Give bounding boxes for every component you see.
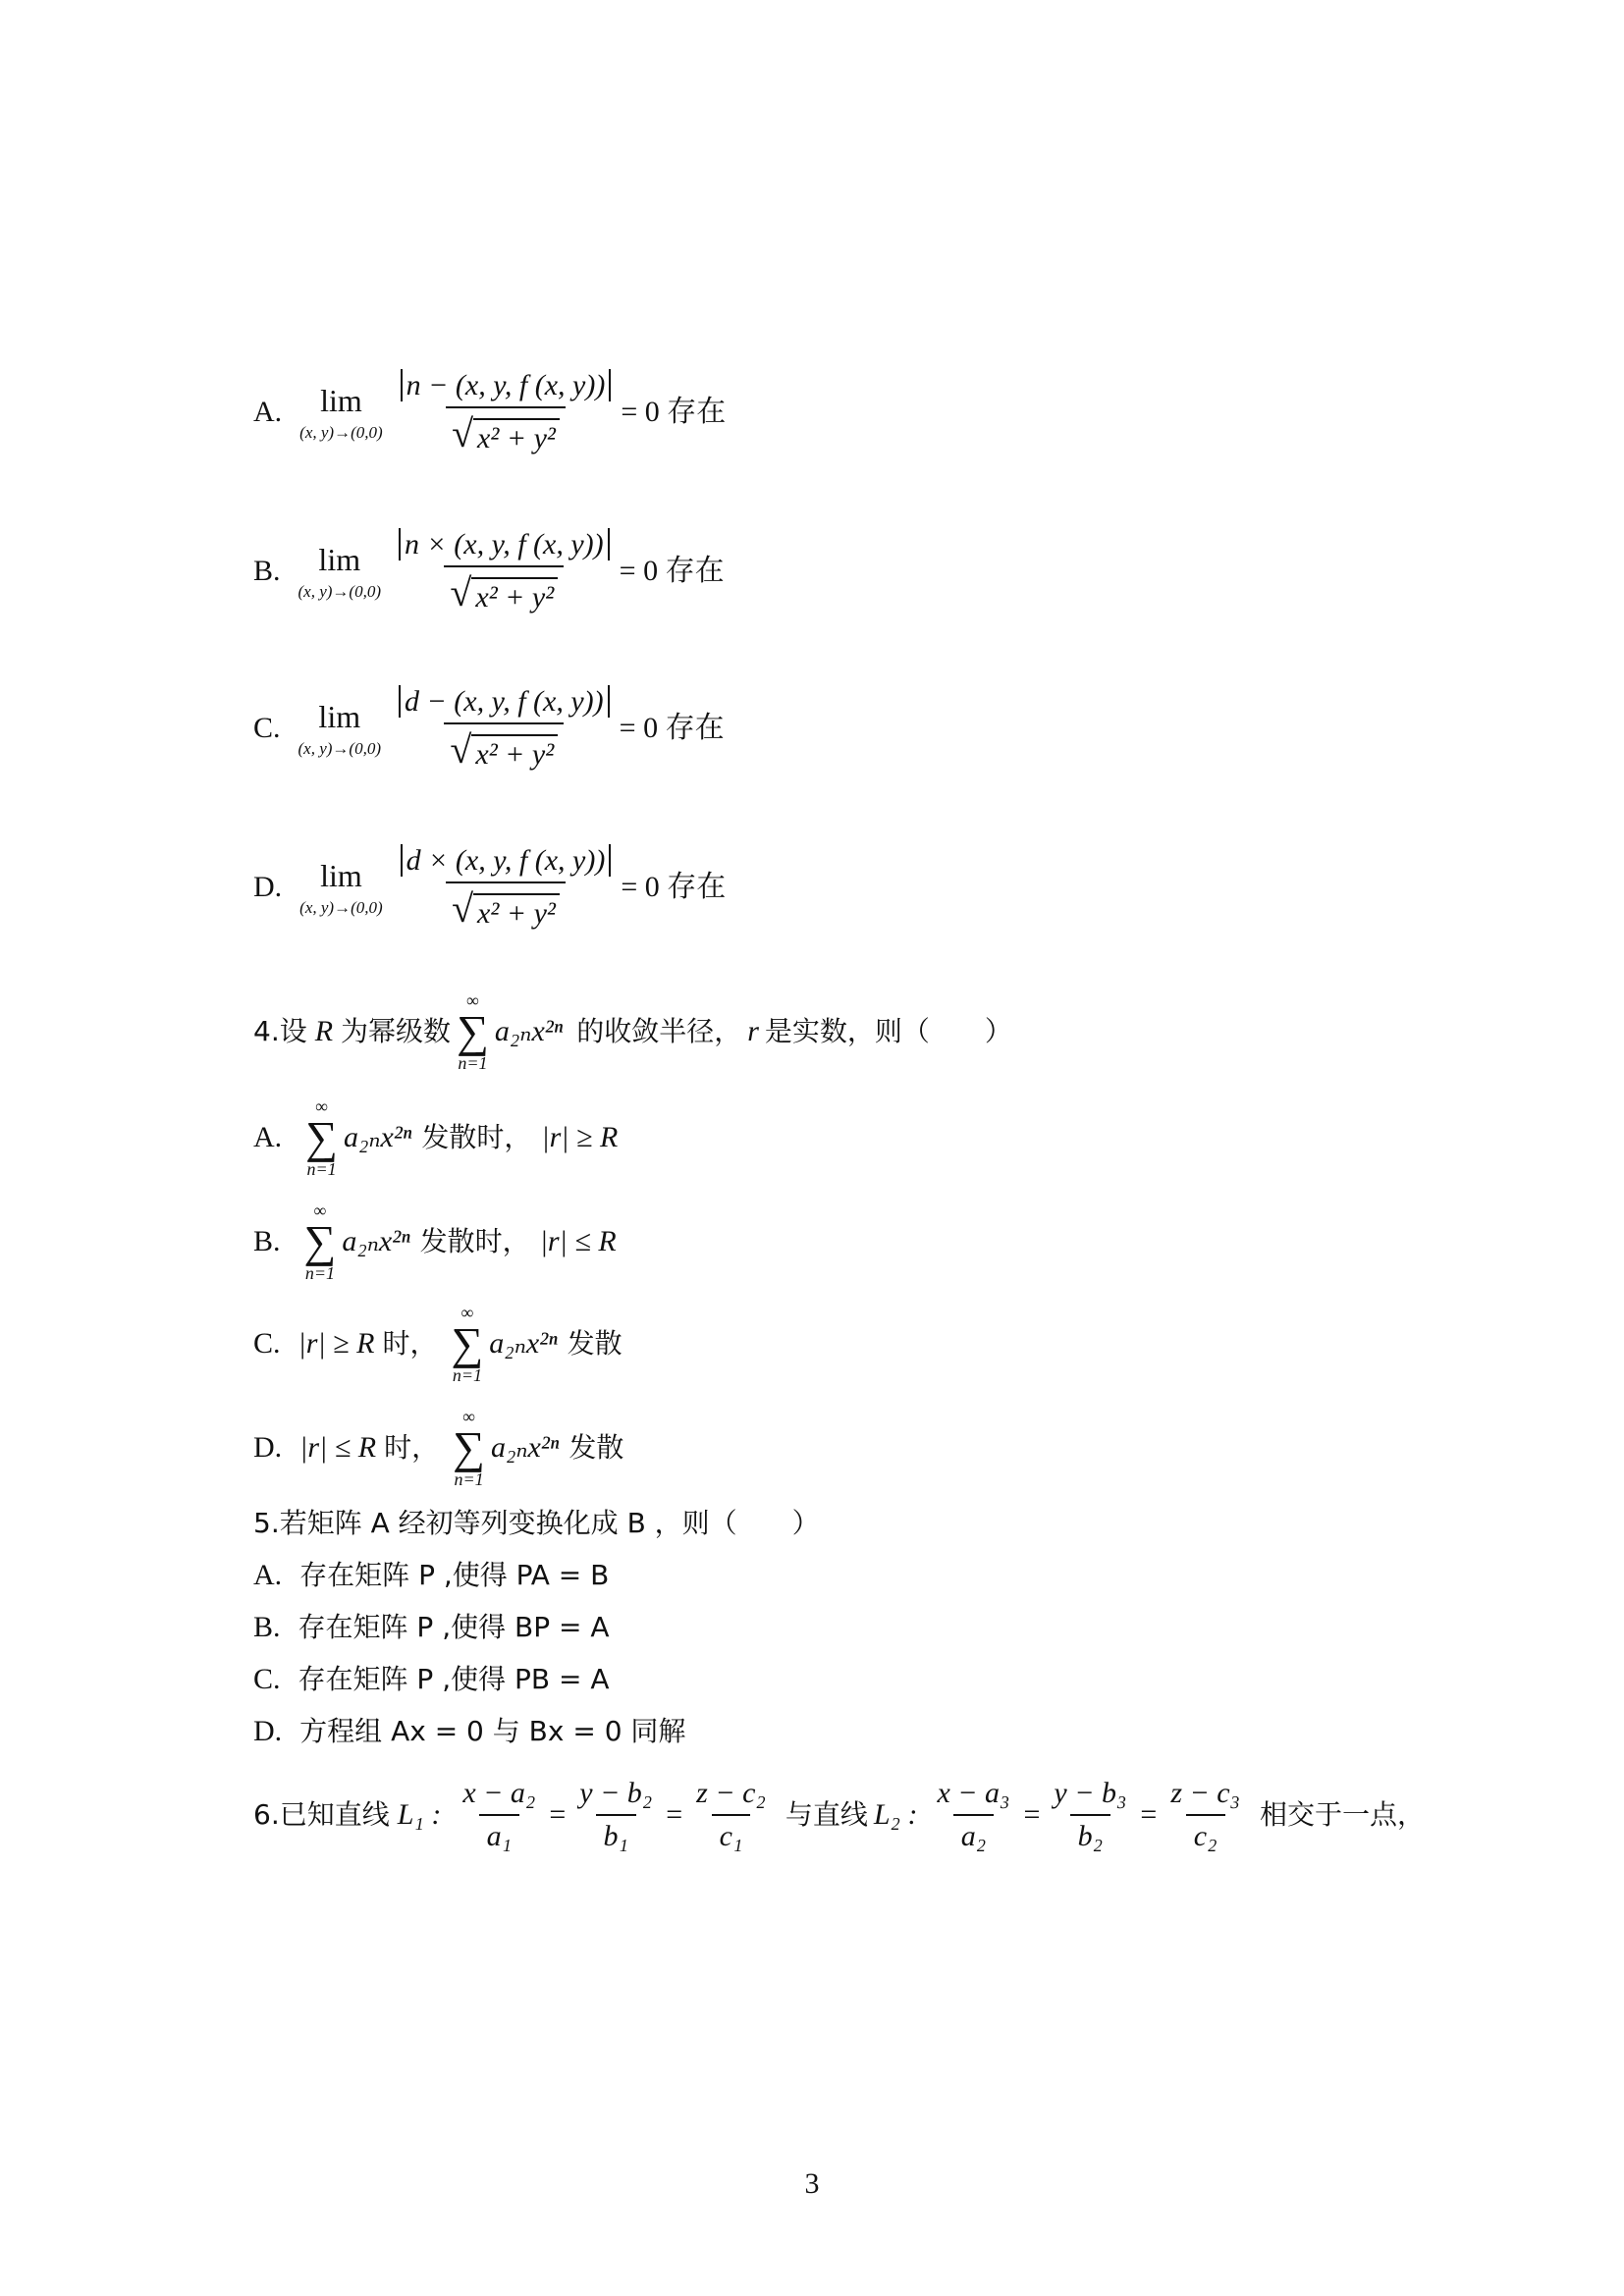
denominator: x² + y² xyxy=(473,893,560,929)
series-term: a₂ₙx²ⁿ xyxy=(342,1225,410,1257)
limit-option-a xyxy=(253,371,726,454)
option-label: C. xyxy=(253,712,281,744)
lim-word: lim xyxy=(320,857,362,893)
limit-fraction: n × (x, y, f (x, y)) √ x² + y² xyxy=(395,530,614,613)
q4-option-d xyxy=(253,1408,623,1488)
question-5-stem: 5.若矩阵 A 经初等列变换化成 B ，则（ ） xyxy=(253,1507,820,1539)
line-L1: L₁ : xyxy=(397,1798,442,1831)
lim-subscript: (x, y)→(0,0) xyxy=(298,581,382,601)
option-label: A. xyxy=(253,396,283,428)
option-text: 存在矩阵 P ,使得 PB = A xyxy=(298,1663,610,1695)
frac-den: c₂ xyxy=(1186,1814,1225,1851)
sum-lower: n=1 xyxy=(454,1469,484,1489)
summation: ∞ ∑ n=1 xyxy=(305,1096,338,1179)
lim-subscript: (x, y)→(0,0) xyxy=(299,422,383,442)
summation: ∞ ∑ n=1 xyxy=(453,1407,485,1489)
q4-option-a xyxy=(253,1097,618,1178)
frac-den: b₁ xyxy=(596,1814,636,1851)
sum-lower: n=1 xyxy=(458,1053,488,1073)
option-text-2: 发散 xyxy=(568,1431,624,1464)
lim-subscript: (x, y)→(0,0) xyxy=(298,738,382,758)
option-label: D. xyxy=(253,1715,283,1747)
lim-operator xyxy=(299,382,383,442)
option-text: 存在矩阵 P ,使得 BP = A xyxy=(298,1611,610,1643)
summation: ∞ ∑ n=1 xyxy=(303,1201,337,1283)
lim-word: lim xyxy=(320,382,362,418)
limit-tail: = 0 存在 xyxy=(619,555,725,587)
option-label: B. xyxy=(253,1225,281,1257)
option-text: 方程组 Ax = 0 与 Bx = 0 同解 xyxy=(299,1715,686,1747)
summation: ∞ ∑ n=1 xyxy=(457,990,489,1073)
option-text: 存在矩阵 P ,使得 PA = B xyxy=(299,1559,610,1591)
frac-num: z − c₃ xyxy=(1170,1777,1240,1809)
equals: = xyxy=(549,1798,567,1831)
condition: |r| ≥ R xyxy=(298,1327,375,1360)
equals: = xyxy=(1023,1798,1041,1831)
equals: = xyxy=(1140,1798,1158,1831)
sum-lower: n=1 xyxy=(452,1365,482,1385)
option-label: D. xyxy=(253,1431,283,1464)
option-text-2: 发散 xyxy=(567,1327,623,1360)
lim-operator xyxy=(298,698,382,758)
sum-upper: ∞ xyxy=(466,990,479,1010)
q4-end: 是实数，则（ ） xyxy=(764,1015,1012,1047)
series-term: a₂ₙx²ⁿ xyxy=(494,1015,564,1047)
option-text: 时， xyxy=(384,1431,440,1464)
q4-R: R xyxy=(314,1015,334,1047)
series-term: a₂ₙx²ⁿ xyxy=(343,1121,412,1153)
q5-option-d xyxy=(253,1717,685,1746)
frac-num: z − c₂ xyxy=(696,1777,766,1809)
q4-mid: 为幂级数 xyxy=(341,1015,452,1047)
q6-mid: 与直线 xyxy=(785,1798,868,1831)
numerator: n × (x, y, f (x, y)) xyxy=(399,528,610,561)
q6-prefix: 6.已知直线 xyxy=(253,1798,390,1831)
frac-den: c₁ xyxy=(712,1814,751,1851)
option-label: D. xyxy=(253,871,283,903)
lim-operator xyxy=(298,541,382,601)
limit-fraction: d − (x, y, f (x, y)) √ x² + y² xyxy=(395,687,614,770)
equals: = xyxy=(666,1798,683,1831)
page-number: 3 xyxy=(804,2167,820,2200)
line-L2: L₂ : xyxy=(873,1798,918,1831)
limit-option-c xyxy=(253,687,725,770)
fraction xyxy=(1046,1779,1134,1851)
q4-r: r xyxy=(747,1015,759,1047)
denominator: x² + y² xyxy=(471,577,558,613)
q4-after: 的收敛半径， xyxy=(576,1015,742,1047)
q5-option-a xyxy=(253,1561,609,1590)
q5-option-c xyxy=(253,1665,610,1694)
option-label: B. xyxy=(253,555,281,587)
limit-fraction: d × (x, y, f (x, y)) √ x² + y² xyxy=(397,846,616,929)
option-label: C. xyxy=(253,1327,281,1360)
sum-upper: ∞ xyxy=(462,1407,475,1426)
series-term: a₂ₙx²ⁿ xyxy=(490,1431,560,1464)
sum-upper: ∞ xyxy=(315,1096,328,1116)
frac-den: a₁ xyxy=(479,1814,519,1851)
option-label: C. xyxy=(253,1663,281,1695)
frac-num: y − b₂ xyxy=(579,1777,653,1809)
sum-lower: n=1 xyxy=(304,1263,335,1283)
numerator: n − (x, y, f (x, y)) xyxy=(401,369,612,401)
option-text: 时， xyxy=(382,1327,438,1360)
frac-num: x − a₂ xyxy=(462,1777,536,1809)
q5-option-b xyxy=(253,1613,610,1642)
numerator: d × (x, y, f (x, y)) xyxy=(401,844,612,877)
lim-subscript: (x, y)→(0,0) xyxy=(299,897,383,917)
fraction xyxy=(1163,1779,1248,1851)
limit-tail: = 0 存在 xyxy=(619,712,725,744)
lim-word: lim xyxy=(318,698,361,734)
lim-word: lim xyxy=(318,541,361,577)
question-4-stem xyxy=(253,991,1012,1072)
option-text: 发散时， xyxy=(421,1121,532,1153)
frac-den: a₂ xyxy=(953,1814,994,1851)
q6-end: 相交于一点， xyxy=(1259,1798,1425,1831)
numerator: d − (x, y, f (x, y)) xyxy=(399,685,610,718)
option-text: 发散时， xyxy=(419,1225,530,1257)
denominator: x² + y² xyxy=(473,418,560,454)
limit-option-b xyxy=(253,530,725,613)
summation: ∞ ∑ n=1 xyxy=(451,1303,484,1385)
option-label: B. xyxy=(253,1611,281,1643)
condition: |r| ≤ R xyxy=(299,1431,377,1464)
sum-upper: ∞ xyxy=(313,1201,327,1220)
fraction xyxy=(688,1779,774,1851)
frac-num: x − a₃ xyxy=(937,1777,1010,1809)
q4-prefix: 4.设 xyxy=(253,1015,307,1047)
series-term: a₂ₙx²ⁿ xyxy=(489,1327,558,1360)
limit-fraction: n − (x, y, f (x, y)) √ x² + y² xyxy=(397,371,616,454)
denominator: x² + y² xyxy=(471,734,558,770)
sum-lower: n=1 xyxy=(306,1159,337,1179)
option-label: A. xyxy=(253,1121,283,1153)
option-label: A. xyxy=(253,1559,283,1591)
question-6-stem xyxy=(253,1779,1425,1851)
fraction xyxy=(455,1779,543,1851)
q4-option-c xyxy=(253,1304,623,1384)
fraction xyxy=(571,1779,660,1851)
lim-operator xyxy=(299,857,383,917)
q4-option-b xyxy=(253,1201,617,1282)
condition: |r| ≥ R xyxy=(541,1121,619,1153)
fraction xyxy=(929,1779,1017,1851)
frac-den: b₂ xyxy=(1070,1814,1110,1851)
limit-tail: = 0 存在 xyxy=(621,396,727,428)
limit-tail: = 0 存在 xyxy=(621,871,727,903)
frac-num: y − b₃ xyxy=(1054,1777,1127,1809)
condition: |r| ≤ R xyxy=(539,1225,617,1257)
limit-option-d xyxy=(253,846,726,929)
sum-upper: ∞ xyxy=(460,1303,474,1322)
